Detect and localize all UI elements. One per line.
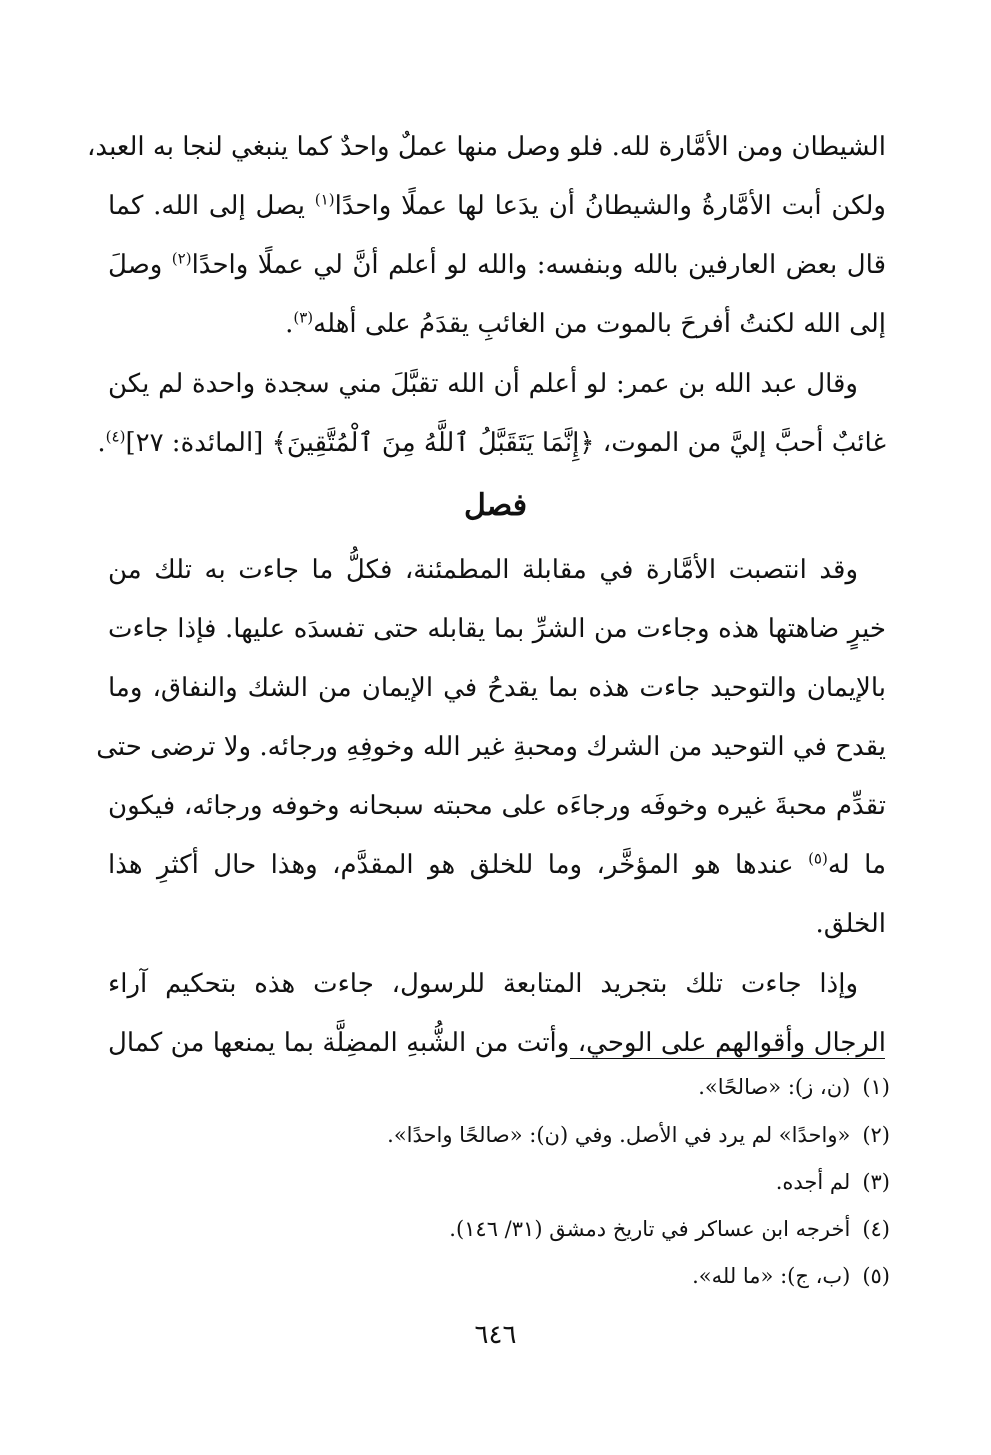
footnote-text: «واحدًا» لم يرد في الأصل. وفي (ن): «صالحًا واحدًا». — [387, 1123, 851, 1147]
footnote-text: (ن، ز): «صالحًا». — [698, 1075, 851, 1099]
footnote-text: أخرجه ابن عساكر في تاريخ دمشق (٣١/ ١٤٦). — [449, 1217, 851, 1241]
text-line: وقد انتصبت الأمَّارة في مقابلة المطمئنة، فكلُّ ما جاءت به تلك من — [108, 555, 858, 585]
footnote-text: (ب، ج): «ما لله». — [692, 1264, 851, 1288]
text-line: ما له$^{(٥)}$ عندها هو المؤخَّر، وما للخلق هو المقدَّم، وهذا حال أكثرِ هذا — [108, 849, 886, 880]
text-line: قال بعض العارفين بالله وبنفسه: والله لو أعلم أنَّ لي عملًا واحدًا$^{(٢)}$ وصلَ — [108, 249, 886, 280]
text-line: الخلق. — [815, 909, 886, 939]
text-line: الشيطان ومن الأمَّارة لله. فلو وصل منها عملٌ واحدٌ كما ينبغي لنجا به العبد، — [87, 132, 886, 162]
page-number: ٦٤٦ — [474, 1320, 517, 1350]
text-line: يقدح في التوحيد من الشرك ومحبةِ غير الله وخوفِهِ ورجائه. ولا ترضى حتى — [96, 732, 886, 762]
footnote — [200, 1071, 890, 1103]
text-line: إلى الله لكنتُ أفرحَ بالموت من الغائبِ يقدَمُ على أهله$^{(٣)}$. — [285, 308, 886, 339]
footnote-number: (١) — [862, 1075, 890, 1099]
text-line: وقال عبد الله بن عمر: لو أعلم أن الله تقبَّلَ مني سجدة واحدة لم يكن — [108, 369, 858, 399]
footnote-number: (٢) — [862, 1123, 890, 1147]
footnote-separator — [570, 1058, 885, 1059]
text-line: وإذا جاءت تلك بتجريد المتابعة للرسول، جاءت هذه بتحكيم آراء — [108, 969, 858, 999]
footnote — [200, 1260, 890, 1292]
text-line: ولكن أبت الأمَّارةُ والشيطانُ أن يدَعا لها عملًا واحدًا$^{(١)}$ يصل إلى الله. كما — [108, 190, 886, 221]
text-line: الرجال وأقوالهم على الوحي، وأتت من الشُّبهِ المضِلَّة بما يمنعها من كمال — [108, 1028, 886, 1058]
text-line: غائبٌ أحبَّ إليَّ من الموت، ﴿إِنَّمَا يَتَقَبَّلُ ٱللَّهُ مِنَ ٱلْمُتَّقِينَ﴾ [المائدة: ٢٧]$^{(٤)}$. — [97, 427, 886, 458]
footnote-ref[interactable]: (٤) — [105, 427, 126, 446]
footnote-number: (٣) — [862, 1170, 890, 1194]
text-line: تقدِّم محبةَ غيره وخوفَه ورجاءَه على محبته سبحانه وخوفه ورجائه، فيكون — [108, 791, 886, 821]
footnote-ref[interactable]: (٣) — [293, 308, 314, 327]
footnote-text: لم أجده. — [775, 1170, 851, 1194]
footnote-ref[interactable]: (١) — [314, 190, 335, 209]
footnote — [200, 1166, 890, 1198]
footnote-ref[interactable]: (٥) — [808, 849, 828, 868]
text-line: بالإيمان والتوحيد جاءت هذه بما يقدحُ في الإيمان من الشك والنفاق، وما — [108, 673, 886, 703]
footnote-ref[interactable]: (٢) — [171, 249, 192, 268]
footnote-number: (٤) — [862, 1217, 890, 1241]
footnote-number: (٥) — [862, 1264, 890, 1288]
footnote — [200, 1119, 890, 1151]
footnote — [200, 1213, 890, 1245]
text-line: خيرٍ ضاهتها هذه وجاءت من الشرِّ بما يقابله حتى تفسدَه عليها. فإذا جاءت — [108, 614, 886, 644]
section-heading: فصل — [463, 488, 528, 523]
